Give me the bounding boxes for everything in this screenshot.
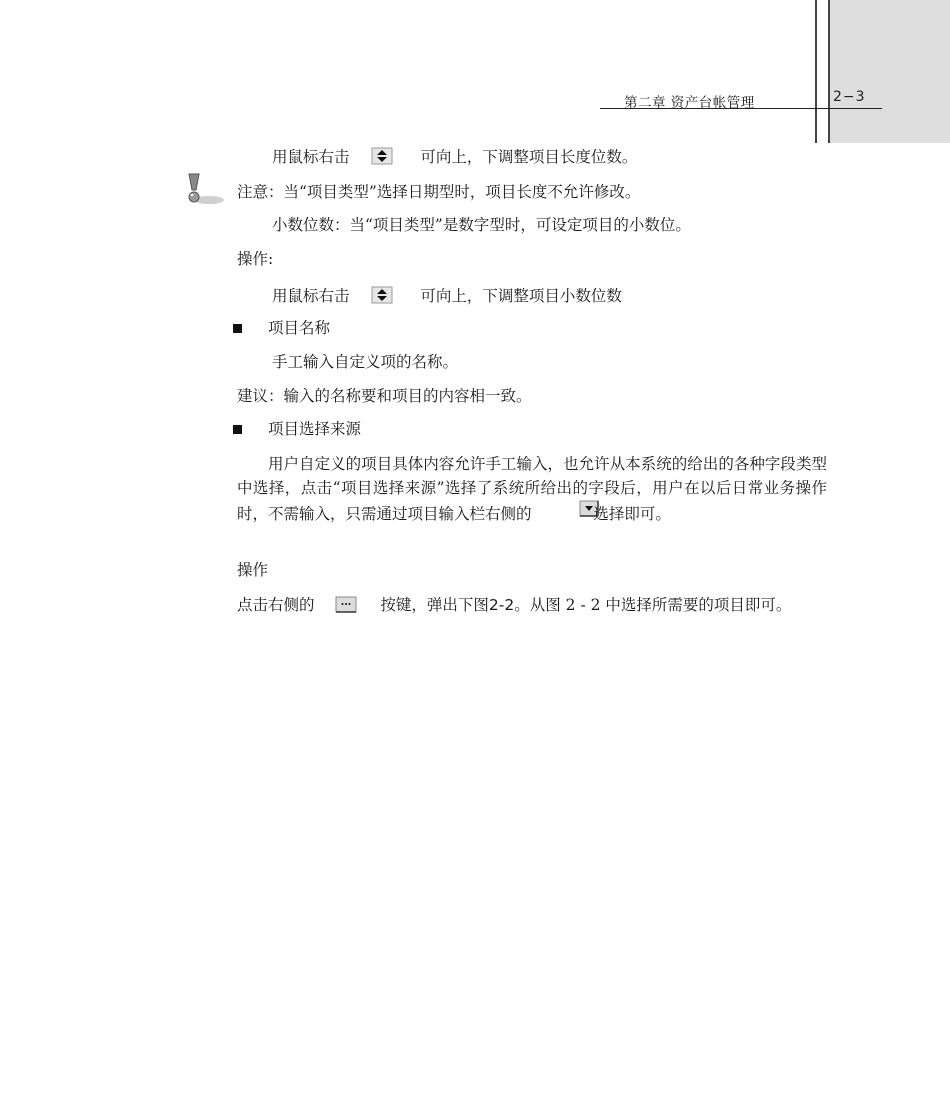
text-segment: 。从图 2 - 2 中选择所需要的项目即可。 [514,596,792,614]
spinner-icon [371,286,389,302]
text-segment: 按键，弹出下图 [380,596,489,614]
operation-label: 操作: [237,250,274,268]
page-tab-line [828,0,830,143]
spinner-instruction-decimals [272,285,622,307]
page-tab-shade [828,0,950,143]
figure-reference: 2-2 [488,596,515,614]
decimal-places-text: 小数位数：当“项目类型”是数字型时，可设定项目的小数位。 [272,216,691,234]
note-text: 注意：当“项目类型”选择日期型时，项目长度不允许修改。 [237,183,641,201]
text-segment: 用鼠标右击 [272,148,350,166]
text-segment: 可向上，下调整项目小数位数 [420,287,622,305]
text-segment: 点击右侧的 [237,596,315,614]
page-number: 2−3 [833,89,866,105]
operation-label: 操作 [237,561,269,579]
bullet-square [233,425,242,434]
spinner-icon [371,147,389,163]
item-source-heading: 项目选择来源 [268,420,362,438]
chapter-title: 第二章 资产台帐管理 [624,95,755,111]
item-name-description: 手工输入自定义项的名称。 [272,353,459,371]
spinner-instruction-length [272,146,637,168]
suggestion-text: 建议：输入的名称要和项目的内容相一致。 [237,387,532,405]
text-segment: 用鼠标右击 [272,287,350,305]
bullet-square [233,324,242,333]
paragraph-text: 选择即可。 [593,505,671,523]
ellipsis-instruction [237,594,791,616]
item-source-paragraph [237,452,827,526]
ellipsis-button-icon [335,596,353,612]
page-tab-line [815,0,817,143]
text-segment: 可向上，下调整项目长度位数。 [420,148,638,166]
warning-pin-icon [183,172,225,210]
item-name-heading: 项目名称 [268,319,331,337]
paragraph-text: 用户自定义的项目具体内容允许手工输入，也允许从本系统的给出的各种字段类型中选择，点击“项目选择来源”选择了系统所给出的字段后，用户在以后日常业务操作时，不需输入，只需通过项目输入栏右侧的 [237,455,827,523]
dropdown-arrow-icon [548,500,566,516]
